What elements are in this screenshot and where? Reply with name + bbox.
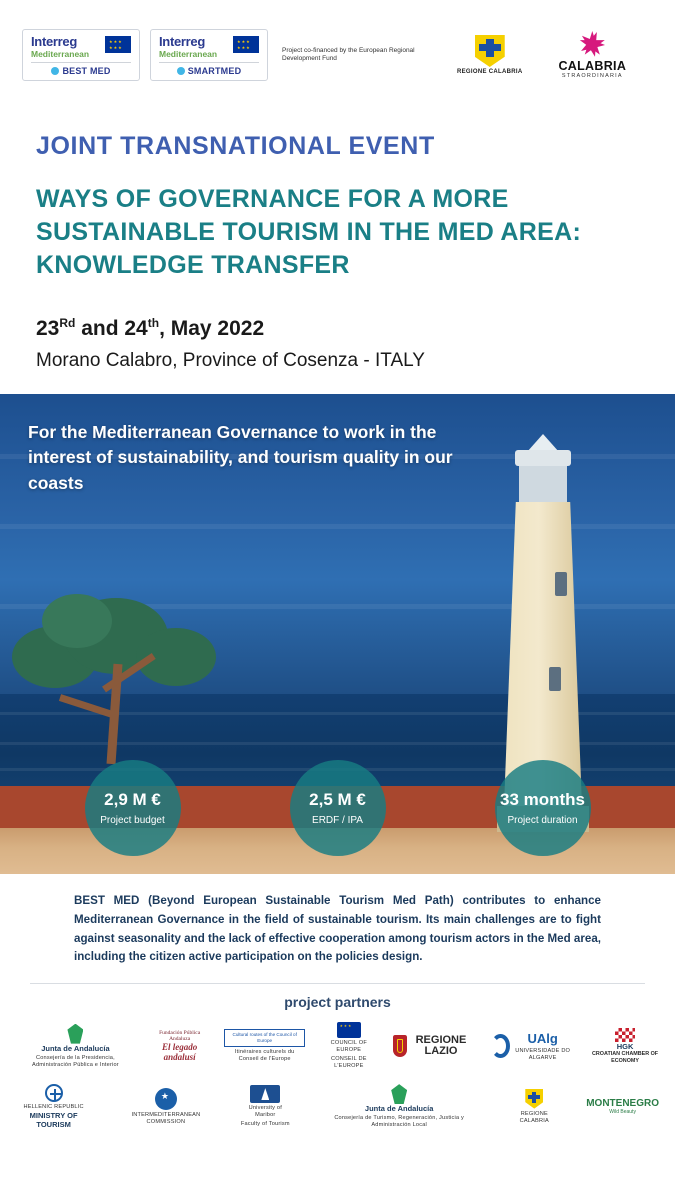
calabria-brand-name: CALABRIA [558, 59, 627, 73]
calabria-crest-icon [475, 35, 505, 67]
partner-caption: MINISTRY OF TOURISM [29, 1111, 78, 1130]
partner-logo-university-maribor [241, 1085, 290, 1128]
partner-logo-junta-andalucia-turismo [316, 1084, 482, 1129]
partner-logo-hellenic-ministry-tourism [16, 1084, 91, 1129]
cofinance-note: Project co-financed by the European Regional Development Fund [282, 46, 415, 62]
divider [159, 62, 259, 63]
partner-name: HGK [616, 1041, 634, 1051]
stat-badge [85, 760, 181, 856]
hero-quote: For the Mediterranean Governance to work in the interest of sustainability, and tourism quality in our coasts [28, 422, 453, 493]
partner-logo-regione-calabria [508, 1089, 560, 1125]
partner-logo-junta-andalucia [16, 1024, 135, 1069]
partner-name: Junta de Andalucía [364, 1104, 434, 1114]
stat-label: Project duration [507, 815, 578, 826]
stat-label: ERDF / IPA [312, 815, 363, 826]
logo-interreg-bestmed [22, 29, 140, 81]
interreg-wordmark: Interreg [31, 34, 78, 49]
regione-calabria-label: REGIONE CALABRIA [457, 69, 523, 75]
partners-row-2 [0, 1084, 675, 1129]
eu-stars-icon [337, 1022, 361, 1038]
partner-name: MONTENEGRO [586, 1097, 659, 1109]
hero-illustration [0, 394, 675, 874]
interreg-programme-label: Mediterranean [31, 49, 90, 59]
partner-name: HELLENIC REPUBLIC [23, 1104, 84, 1111]
title-block [0, 110, 675, 372]
partner-logo-legado-andalusi [155, 1030, 204, 1062]
eu-flag-icon [105, 36, 131, 53]
croatian-checker-icon [615, 1028, 635, 1042]
partners-heading: project partners [284, 994, 391, 1011]
partner-caption: Itinéraires culturels du Conseil de l'Europe [234, 1049, 295, 1063]
partner-caption: Consejería de Turismo, Regeneración, Justicia y Administración Local [334, 1115, 465, 1129]
partner-caption: Faculty of Tourism [240, 1121, 290, 1128]
partner-caption: Fundación Pública Andaluza [159, 1030, 201, 1043]
stat-value: 2,9 M € [104, 790, 161, 809]
partner-name: Junta de Andalucía [41, 1043, 110, 1053]
divider [30, 983, 645, 984]
maribor-icon [250, 1085, 280, 1103]
partner-name: REGIONE CALABRIA [519, 1110, 549, 1124]
partner-caption: CROATIAN CHAMBER OF ECONOMY [592, 1050, 659, 1064]
eu-flag-icon [233, 36, 259, 53]
partners-row-1 [0, 1022, 675, 1070]
hellenic-icon [45, 1084, 63, 1102]
partner-name: INTERMEDITERRANEAN COMMISSION [131, 1111, 201, 1125]
partner-logo-montenegro [586, 1099, 659, 1115]
partner-logo-hgk [591, 1028, 659, 1065]
partner-caption: Consejería de la Presidencia, Administración Pública e Interior [32, 1054, 119, 1068]
stat-badge [495, 760, 591, 856]
partner-logo-cultural-routes [224, 1029, 305, 1063]
lazio-crest-icon [393, 1035, 407, 1057]
header-logo-bar [0, 0, 675, 110]
andalucia-icon [67, 1024, 83, 1044]
cultural-routes-icon: Cultural routes of the Council of Europe [224, 1029, 305, 1047]
stat-value: 2,5 M € [309, 790, 366, 809]
stats-row [0, 760, 675, 856]
partner-name: REGIONE LAZIO [415, 1034, 467, 1058]
partner-caption: UNIVERSIDADE DO ALGARVE [515, 1047, 571, 1061]
description-paragraph: BEST MED (Beyond European Sustainable Tourism Med Path) contributes to enhance Mediterranean Governance in the field of sustainable tourism. Its main challenges are to fight against seasonality and the lack of effective cooperation among tourism actors in the Med area, including the citizen active participation on the policies design. [74, 894, 602, 964]
partner-logo-ualg [491, 1031, 571, 1062]
divider [31, 62, 131, 63]
calabria-crest-icon [525, 1089, 543, 1109]
partner-name: UAlg [527, 1030, 558, 1046]
calabria-brand-sub: STRAORDINARIA [561, 73, 623, 79]
date-ordinal-2: th [147, 316, 160, 330]
flower-icon [579, 31, 605, 57]
interreg-wordmark: Interreg [159, 34, 206, 49]
dot-icon [177, 67, 185, 75]
stat-label: Project budget [100, 815, 165, 826]
page-title: WAYS OF GOVERNANCE FOR A MORE SUSTAINABLE TOURISM IN THE MED AREA: KNOWLEDGE TRANSFER [36, 185, 582, 279]
partner-name: El legado andalusí [161, 1042, 198, 1063]
event-location: Morano Calabro, Province of Cosenza - ITALY [36, 350, 425, 371]
partner-logo-council-of-europe [325, 1022, 373, 1070]
logo-interreg-smartmed [150, 29, 268, 81]
andalucia-icon [391, 1084, 407, 1104]
dot-icon [51, 67, 59, 75]
logo-regione-calabria [457, 35, 522, 75]
partner-logo-regione-lazio [393, 1035, 472, 1057]
commission-icon [155, 1088, 177, 1110]
partner-caption: Wild Beauty [609, 1108, 636, 1115]
date-ordinal-1: Rd [59, 316, 76, 330]
partner-name: University of Maribor [248, 1105, 282, 1119]
partner-logo-intermediterranean-commission [117, 1088, 214, 1126]
ualg-icon [491, 1034, 510, 1058]
event-date: 23Rd and 24th, May 2022 [36, 316, 265, 340]
project-label-bestmed: BEST MED [31, 66, 131, 76]
interreg-programme-label: Mediterranean [159, 49, 218, 59]
project-label-smartmed: SMARTMED [159, 66, 259, 76]
event-kicker: JOINT TRANSNATIONAL EVENT [36, 132, 435, 160]
partner-name: COUNCIL OF EUROPE [330, 1040, 367, 1054]
stat-badge [290, 760, 386, 856]
stat-value: 33 months [499, 790, 586, 809]
partner-caption: CONSEIL DE L'EUROPE [330, 1056, 367, 1070]
logo-calabria-straordinaria [558, 31, 626, 79]
